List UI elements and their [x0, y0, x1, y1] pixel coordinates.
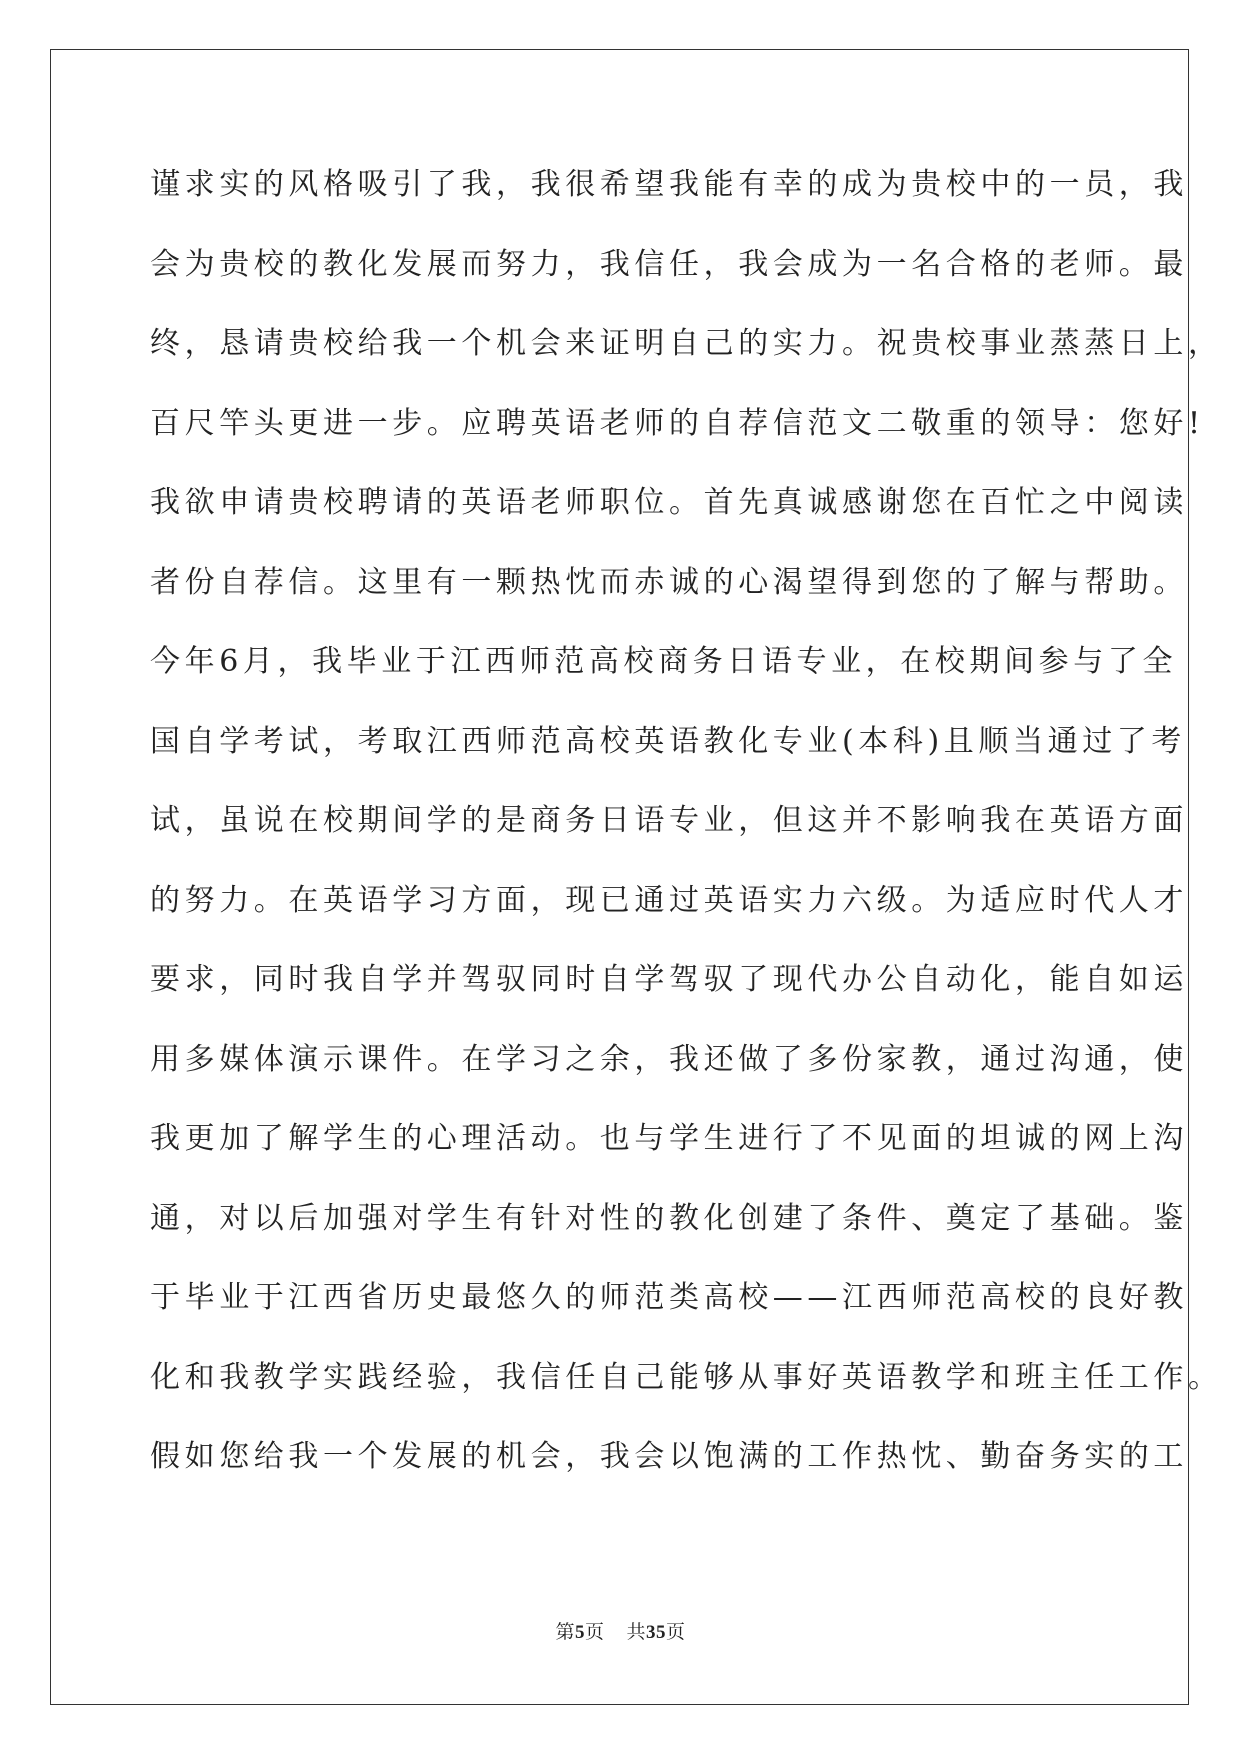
text-line: 终，恳请贵校给我一个机会来证明自己的实力。祝贵校事业蒸蒸日上，	[150, 326, 1223, 361]
page-footer	[0, 1617, 1241, 1644]
text-line: 百尺竿头更进一步。应聘英语老师的自荐信范文二敬重的领导：您好!	[150, 405, 1205, 441]
total-prefix: 共	[626, 1621, 647, 1643]
text-line: 会为贵校的教化发展而努力，我信任，我会成为一名合格的老师。最	[150, 246, 1188, 282]
total-suffix: 页	[666, 1621, 686, 1643]
text-line: 的努力。在英语学习方面，现已通过英语实力六级。为适应时代人才	[150, 882, 1188, 918]
text-line: 用多媒体演示课件。在学习之余，我还做了多份家教，通过沟通，使	[150, 1041, 1188, 1077]
text-line: 要求，同时我自学并驾驭同时自学驾驭了现代办公自动化，能自如运	[150, 962, 1188, 997]
text-line: 假如您给我一个发展的机会，我会以饱满的工作热忱、勤奋务实的工	[150, 1439, 1188, 1474]
text-line: 今年6月，我毕业于江西师范高校商务日语专业，在校期间参与了全	[150, 644, 1178, 679]
text-line: 于毕业于江西省历史最悠久的师范类高校——江西师范高校的良好教	[150, 1280, 1188, 1315]
document-body	[150, 157, 1223, 1509]
text-line: 我欲申请贵校聘请的英语老师职位。首先真诚感谢您在百忙之中阅读	[150, 485, 1188, 520]
page-prefix: 第	[555, 1621, 575, 1643]
text-line: 化和我教学实践经验，我信任自己能够从事好英语教学和班主任工作。	[150, 1359, 1223, 1395]
text-line: 通，对以后加强对学生有针对性的教化创建了条件、奠定了基础。鉴	[150, 1200, 1188, 1236]
text-line: 谨求实的风格吸引了我，我很希望我能有幸的成为贵校中的一员，我	[150, 167, 1188, 202]
text-line: 国自学考试，考取江西师范高校英语教化专业(本科)且顺当通过了考	[150, 723, 1187, 759]
text-line: 试，虽说在校期间学的是商务日语专业，但这并不影响我在英语方面	[150, 803, 1188, 838]
page-number: 5	[574, 1622, 585, 1643]
page-suffix: 页	[584, 1621, 605, 1643]
text-line: 者份自荐信。这里有一颗热忱而赤诚的心渴望得到您的了解与帮助。	[150, 564, 1188, 600]
text-line: 我更加了解学生的心理活动。也与学生进行了不见面的坦诚的网上沟	[150, 1121, 1188, 1156]
total-pages: 35	[646, 1622, 667, 1643]
